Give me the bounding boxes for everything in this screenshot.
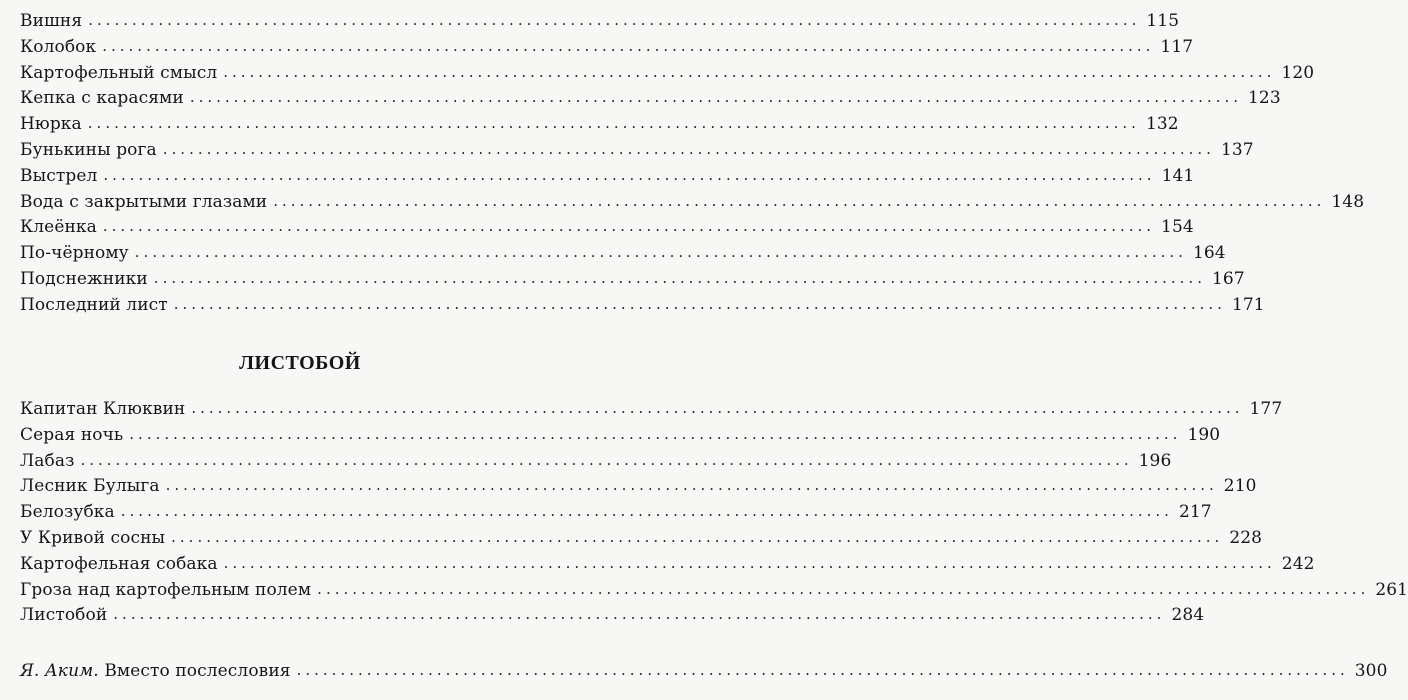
dot-leader: ........................................................................................................................ xyxy=(273,191,1326,210)
toc-entry-title: Бунькины рога xyxy=(20,139,157,160)
dot-leader: ........................................................................................................................ xyxy=(296,661,1349,679)
toc-entry-title xyxy=(20,659,291,685)
toc-entry-page: 148 xyxy=(1331,191,1365,212)
afterword-author: Я. Аким. xyxy=(20,661,99,681)
dot-leader: ........................................................................................................................ xyxy=(162,139,1215,158)
dot-leader: ........................................................................................................................ xyxy=(103,165,1156,184)
toc-afterword xyxy=(20,659,1388,685)
dot-leader: ........................................................................................................................ xyxy=(171,527,1224,546)
toc-entry-title: Лабаз xyxy=(20,450,75,471)
dot-leader: ........................................................................................................................ xyxy=(191,399,1244,417)
toc-entry-page: 196 xyxy=(1138,450,1172,471)
toc-entry xyxy=(20,164,1195,190)
dot-leader: ........................................................................................................................ xyxy=(134,243,1187,262)
dot-leader: ........................................................................................................................ xyxy=(120,502,1173,521)
toc-entry-title: Кепка с карасями xyxy=(20,88,184,109)
toc-entry-title: По-чёрному xyxy=(20,243,129,264)
toc-entry xyxy=(20,112,1179,138)
toc-entry-page: 141 xyxy=(1161,165,1195,186)
toc-entry xyxy=(20,138,1254,164)
toc-entry xyxy=(20,190,1365,216)
toc-entry-title: Гроза над картофельным полем xyxy=(20,579,312,600)
toc-entry xyxy=(20,86,1281,112)
toc-entry-page: 261 xyxy=(1375,579,1408,600)
toc-entry-title: Вишня xyxy=(20,11,83,31)
toc-entry xyxy=(20,552,1315,578)
toc-entry-page: 117 xyxy=(1160,36,1194,57)
toc-entry-title: Нюрка xyxy=(20,114,82,135)
toc-entry-page: 228 xyxy=(1229,527,1263,548)
dot-leader: ........................................................................................................................ xyxy=(80,450,1133,469)
dot-leader: ........................................................................................................................ xyxy=(173,294,1226,313)
toc-entry xyxy=(20,61,1315,87)
toc-entry-title: Листобой xyxy=(20,605,108,626)
toc-entry-afterword xyxy=(20,659,1388,685)
toc-entry-title: Картофельная собака xyxy=(20,553,218,574)
toc-entry-page: 210 xyxy=(1223,476,1257,497)
dot-leader: ........................................................................................................................ xyxy=(153,268,1206,287)
toc-entry-title: Картофельный смысл xyxy=(20,62,218,83)
toc-entry xyxy=(20,9,1180,35)
toc-entry xyxy=(20,423,1221,449)
toc-entry xyxy=(20,578,1408,604)
dot-leader: ........................................................................................................................ xyxy=(87,114,1140,133)
toc-entry-page: 284 xyxy=(1171,605,1205,626)
toc-entry-title: Серая ночь xyxy=(20,424,124,445)
toc-section-2 xyxy=(20,397,1408,629)
toc-entry-page: 171 xyxy=(1231,294,1265,315)
toc-entry-title: Выстрел xyxy=(20,165,98,186)
toc-entry-page: 154 xyxy=(1161,217,1194,238)
toc-entry-title: Колобок xyxy=(20,36,97,57)
toc-entry xyxy=(20,500,1212,526)
dot-leader: ........................................................................................................................ xyxy=(223,62,1276,81)
toc-entry-page: 137 xyxy=(1220,139,1254,160)
toc-entry-page: 167 xyxy=(1211,268,1245,289)
toc-entry-title: Последний лист xyxy=(20,294,168,315)
toc-entry xyxy=(20,241,1226,267)
dot-leader: ........................................................................................................................ xyxy=(102,36,1155,55)
toc-entry xyxy=(20,267,1245,293)
toc-entry-page: 300 xyxy=(1354,661,1388,681)
dot-leader: ........................................................................................................................ xyxy=(88,11,1141,29)
toc-entry-title: Вода с закрытыми глазами xyxy=(20,191,268,212)
toc-entry-page: 190 xyxy=(1187,424,1221,445)
toc-entry-page: 242 xyxy=(1281,553,1315,574)
dot-leader: ........................................................................................................................ xyxy=(165,476,1218,495)
toc-entry-page: 123 xyxy=(1248,88,1281,109)
dot-leader: ........................................................................................................................ xyxy=(189,88,1242,107)
afterword-title: Вместо послесловия xyxy=(98,661,291,681)
toc-entry xyxy=(20,397,1283,423)
toc-section-1 xyxy=(20,9,1365,319)
toc-entry-title: Капитан Клюквин xyxy=(20,399,186,419)
toc-entry xyxy=(20,603,1205,629)
toc-entry-title: Клеёнка xyxy=(20,217,97,238)
dot-leader: ........................................................................................................................ xyxy=(223,553,1276,572)
toc-entry xyxy=(20,474,1257,500)
toc-entry-page: 132 xyxy=(1145,114,1179,135)
dot-leader: ........................................................................................................................ xyxy=(113,605,1166,624)
section-heading: ЛИСТОБОЙ xyxy=(239,352,361,374)
toc-entry-title: Подснежники xyxy=(20,268,148,289)
toc-entry-page: 115 xyxy=(1146,11,1180,31)
toc-entry xyxy=(20,526,1263,552)
toc-entry xyxy=(20,449,1172,475)
dot-leader: ........................................................................................................................ xyxy=(129,424,1182,443)
dot-leader: ........................................................................................................................ xyxy=(317,579,1370,598)
dot-leader: ........................................................................................................................ xyxy=(102,217,1156,236)
toc-entry-page: 217 xyxy=(1178,502,1212,523)
toc-entry xyxy=(20,215,1194,241)
toc-entry-title: Белозубка xyxy=(20,502,115,523)
toc-entry-page: 177 xyxy=(1249,399,1283,419)
toc-entry-title: Лесник Булыга xyxy=(20,476,160,497)
toc-entry-page: 164 xyxy=(1192,243,1226,264)
toc-entry xyxy=(20,293,1265,319)
toc-entry xyxy=(20,35,1194,61)
toc-entry-title: У Кривой сосны xyxy=(20,527,166,548)
toc-entry-page: 120 xyxy=(1281,62,1315,83)
